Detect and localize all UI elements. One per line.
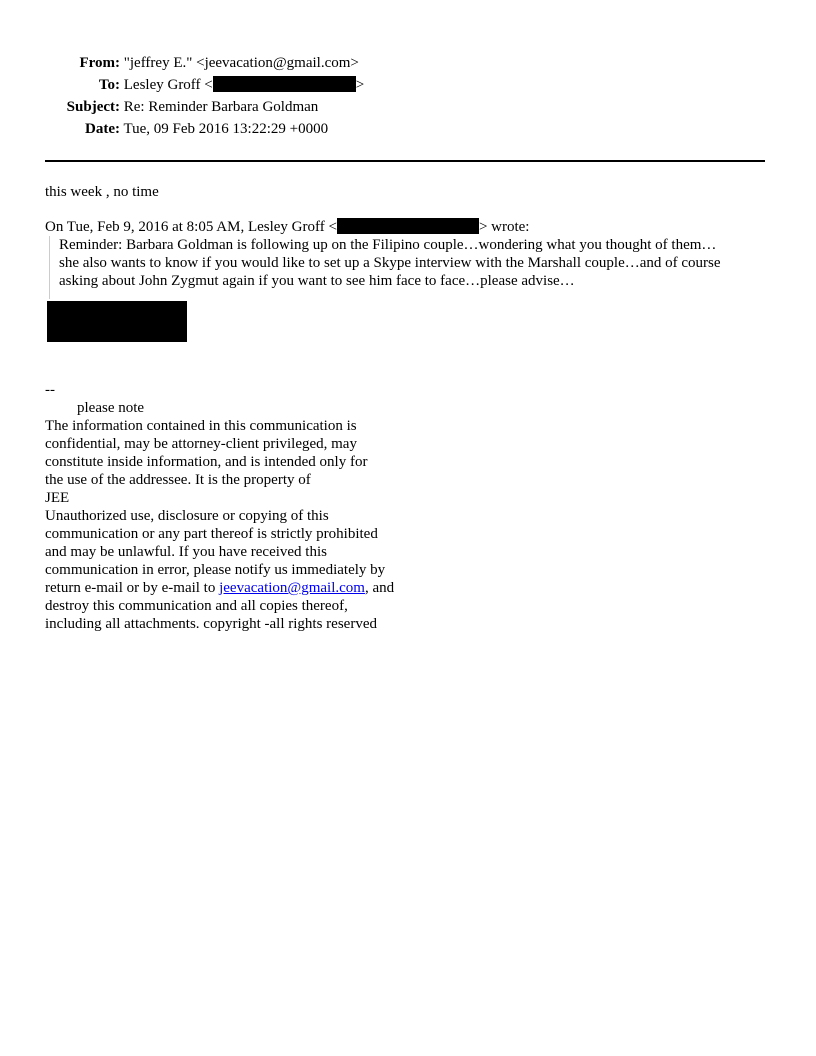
disclaimer-line: including all attachments. copyright -all rights reserved — [45, 616, 377, 632]
quote-line: she also wants to know if you would like to set up a Skype interview with the Marshall couple…and of course — [59, 255, 721, 271]
to-label: To: — [98, 77, 120, 93]
to-value: Lesley Groff < — [123, 77, 213, 93]
redaction-box — [47, 301, 187, 342]
date-label: Date: — [85, 121, 120, 137]
from-label: From: — [79, 55, 120, 71]
from-value: "jeffrey E." <jeevacation@gmail.com> — [123, 55, 359, 71]
date-value: Tue, 09 Feb 2016 13:22:29 +0000 — [123, 121, 329, 137]
signature-dashes: -- — [45, 382, 55, 398]
redaction-box — [213, 76, 356, 92]
signature — [45, 381, 394, 633]
subject-label: Subject: — [66, 99, 120, 115]
disclaimer-line: the use of the addressee. It is the property of — [45, 472, 311, 488]
to-close: > — [355, 77, 365, 93]
attribution-end: > wrote: — [478, 219, 530, 235]
date-row — [45, 119, 364, 141]
please-note: please note — [77, 400, 145, 416]
quote-attribution — [45, 218, 529, 236]
disclaimer-line: JEE — [45, 490, 70, 506]
disclaimer-line: Unauthorized use, disclosure or copying of this — [45, 508, 329, 524]
email-link[interactable]: jeevacation@gmail.com — [219, 580, 365, 596]
attribution-start: On Tue, Feb 9, 2016 at 8:05 AM, Lesley Groff < — [45, 219, 337, 235]
quoted-message — [49, 236, 779, 299]
disclaimer-line: communication or any part thereof is strictly prohibited — [45, 526, 378, 542]
redaction-box — [337, 218, 479, 234]
from-row — [45, 53, 364, 75]
disclaimer-line: confidential, may be attorney-client privileged, may — [45, 436, 357, 452]
disclaimer-line: constitute inside information, and is intended only for — [45, 454, 368, 470]
email-header — [45, 53, 364, 141]
subject-value: Re: Reminder Barbara Goldman — [123, 99, 319, 115]
subject-row — [45, 97, 364, 119]
header-divider — [45, 160, 765, 162]
disclaimer-line: The information contained in this communication is — [45, 418, 357, 434]
return-prefix: return e-mail or by e-mail to — [45, 580, 220, 596]
disclaimer-line: communication in error, please notify us immediately by — [45, 562, 386, 578]
quote-line: Reminder: Barbara Goldman is following up on the Filipino couple…wondering what you thought of them… — [59, 237, 717, 253]
disclaimer-line: destroy this communication and all copies thereof, — [45, 598, 348, 614]
to-row — [45, 75, 364, 97]
disclaimer-line — [45, 579, 394, 597]
return-suffix: , and — [364, 580, 395, 596]
reply-text: this week , no time — [45, 184, 159, 200]
quote-line: asking about John Zygmut again if you want to see him face to face…please advise… — [59, 273, 575, 289]
disclaimer-line: and may be unlawful. If you have received this — [45, 544, 327, 560]
